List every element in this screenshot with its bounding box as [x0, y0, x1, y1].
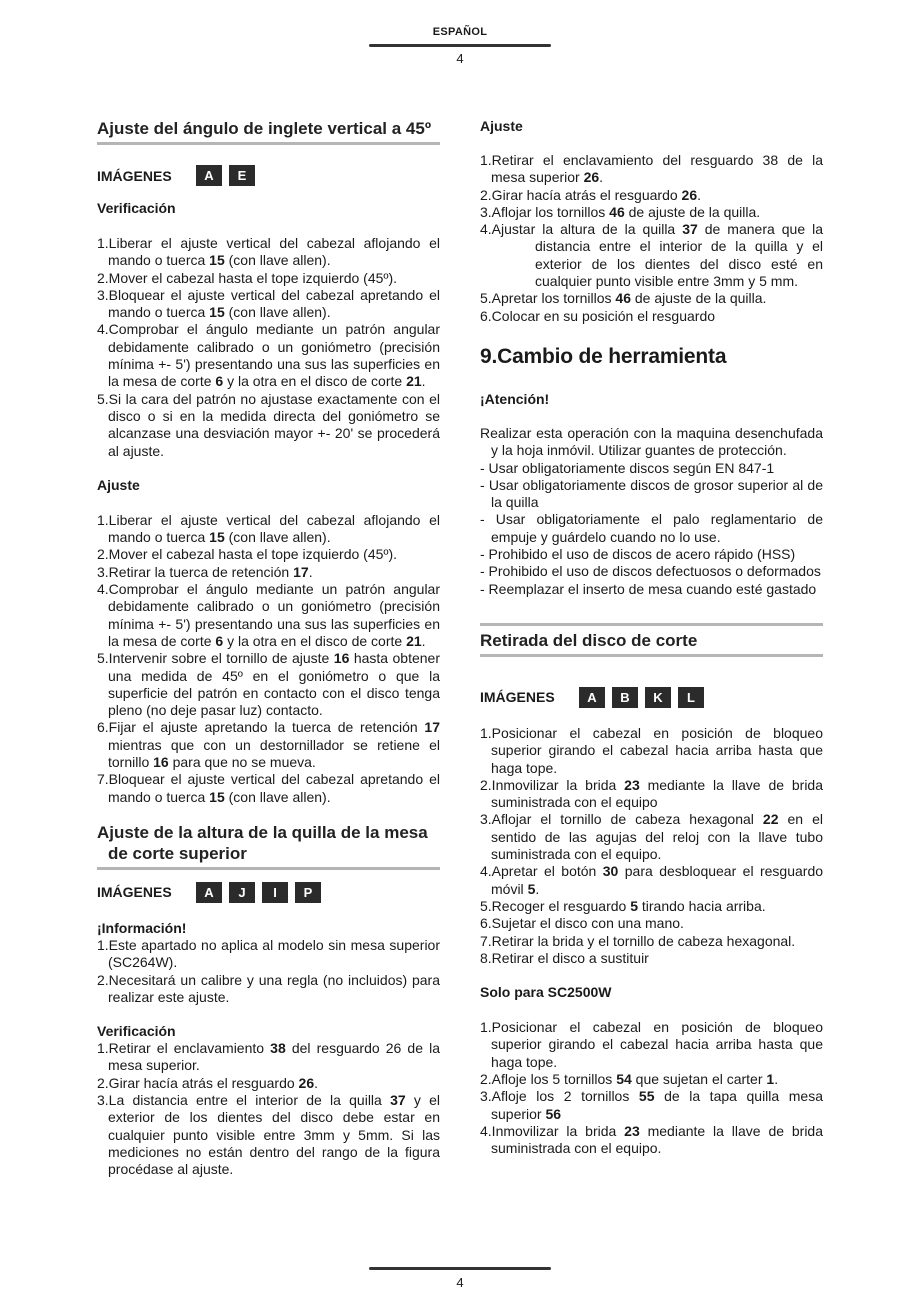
list-item	[480, 204, 823, 221]
list-item	[97, 270, 440, 287]
item-text: .	[774, 1070, 779, 1087]
item-text: 1.Liberar el ajuste vertical del cabezal aflojando el mando o tuerca	[97, 235, 440, 269]
reference-number: 23	[624, 776, 640, 793]
reference-number: 38	[270, 1040, 286, 1057]
item-text: - Usar obligatoriamente discos de grosor superior al de la quilla	[480, 476, 823, 511]
reference-number: 16	[333, 650, 350, 667]
reference-number: 5	[527, 880, 536, 897]
verificacion-list	[97, 1040, 440, 1178]
list-item	[480, 563, 823, 580]
item-text: de la tapa quilla mesa superior	[491, 1088, 824, 1122]
item-text: 5.Apretar los tornillos	[480, 290, 616, 307]
item-text: 2.Necesitará un calibre y una regla (no incluidos) para realizar este ajuste.	[97, 971, 440, 1005]
reference-number: 46	[609, 203, 625, 220]
left-column	[97, 118, 440, 1178]
reference-number: 6	[215, 373, 224, 390]
reference-number: 54	[616, 1070, 632, 1087]
reference-number: 15	[209, 788, 225, 805]
list-item	[480, 1019, 823, 1071]
reference-number: 15	[209, 304, 225, 321]
item-text: 3.Aflojar los tornillos	[480, 203, 610, 220]
item-text: 4.Ajustar la altura de la quilla	[480, 221, 683, 238]
list-item	[97, 564, 440, 581]
item-text: 2.Mover el cabezal hasta el tope izquierdo (45º).	[97, 546, 398, 563]
list-item	[480, 152, 823, 187]
item-text: de ajuste de la quilla.	[624, 203, 761, 220]
item-text: .	[421, 373, 426, 390]
reference-number: 56	[545, 1105, 562, 1122]
list-item	[97, 1075, 440, 1092]
item-text: 4.Comprobar el ángulo mediante un patrón angular debidamente calibrado o un goniómetro (precisión mínima +- 5') presentando una sus las superficies en la mesa de corte	[97, 581, 440, 649]
reference-number: 17	[424, 719, 440, 736]
item-text: - Usar obligatoriamente discos según EN 847-1	[480, 459, 775, 476]
right-column	[480, 118, 823, 1157]
item-text: para desbloquear el resguardo móvil	[491, 863, 824, 897]
list-item	[480, 898, 823, 915]
list-item	[480, 915, 823, 932]
item-text: de manera que la distancia entre el interior de la quilla y el exterior de los dientes del disco esté en cualquier punto visible entre 3mm y 5 mm.	[535, 221, 823, 290]
item-text: mediante la llave de brida suministrada con el equipo.	[491, 1122, 823, 1157]
item-text: 2.Inmovilizar la brida	[480, 776, 625, 793]
list-item	[97, 235, 440, 270]
images-ref-row	[97, 882, 440, 903]
item-text: 7.Retirar la brida y el tornillo de cabeza hexagonal.	[480, 932, 796, 949]
subheading-solo-sc2500w: Solo para SC2500W	[480, 984, 612, 1001]
item-text: 2.Girar hacía atrás el resguardo	[97, 1074, 299, 1091]
image-badge: B	[612, 687, 638, 708]
section-title-riving-knife-height: Ajuste de la altura de la quilla de la mesa de corte superior	[97, 822, 440, 870]
reference-number: 46	[615, 290, 631, 307]
subheading-verificacion: Verificación	[97, 200, 176, 216]
list-item	[480, 477, 823, 512]
footer-rule	[369, 1267, 551, 1270]
item-text: 4.Inmovilizar la brida	[480, 1122, 625, 1139]
list-item	[97, 546, 440, 563]
verificacion-list	[97, 235, 440, 460]
list-item	[480, 1088, 823, 1123]
images-label: IMÁGENES	[480, 689, 555, 706]
section-title-miter-45: Ajuste del ángulo de inglete vertical a 45º	[97, 118, 440, 145]
subheading-verificacion: Verificación	[97, 1023, 176, 1040]
item-text: - Prohibido el uso de discos de acero rápido (HSS)	[480, 546, 796, 563]
image-badge: A	[196, 882, 222, 903]
header-page-number: 4	[456, 51, 464, 66]
item-text: 1.Posicionar el cabezal en posición de bloqueo superior girando el cabezal hacia arriba hasta que haga tope.	[480, 1019, 823, 1070]
image-badge: J	[229, 882, 255, 903]
list-item	[480, 290, 823, 307]
item-text: 1.Retirar el enclavamiento	[97, 1040, 271, 1057]
item-text: 3.Afloje los 2 tornillos	[480, 1088, 639, 1105]
item-text: 5.Recoger el resguardo	[480, 897, 631, 914]
ajuste-list	[97, 512, 440, 806]
list-item	[97, 512, 440, 547]
list-item	[97, 650, 440, 719]
page-header	[0, 26, 920, 66]
item-text: .	[697, 186, 702, 203]
reference-number: 21	[406, 373, 422, 390]
item-text: 3.Bloquear el ajuste vertical del cabezal apretando el mando o tuerca	[97, 286, 440, 321]
item-text: del resguardo 26 de la mesa superior.	[108, 1040, 440, 1074]
item-text: 6.Colocar en su posición el resguardo	[480, 307, 716, 324]
item-text: 2.Girar hacía atrás el resguardo	[480, 186, 682, 203]
reference-number: 15	[209, 529, 225, 546]
item-text: mediante la llave de brida suministrada con el equipo	[491, 776, 823, 811]
list-item	[480, 933, 823, 950]
reference-number: 55	[638, 1088, 655, 1105]
item-text: 3.Retirar la tuerca de retención	[97, 563, 294, 580]
item-text: .	[599, 169, 604, 186]
list-item	[97, 972, 440, 1007]
list-item	[97, 771, 440, 806]
subheading-ajuste: Ajuste	[480, 118, 523, 134]
item-text: - Prohibido el uso de discos defectuosos o deformados	[480, 563, 821, 580]
list-item	[97, 287, 440, 322]
item-text: .	[421, 632, 426, 649]
informacion-list	[97, 937, 440, 1006]
item-text: 2.Mover el cabezal hasta el tope izquierdo (45º).	[97, 269, 398, 286]
image-badge: K	[645, 687, 671, 708]
images-ref-row	[97, 165, 440, 186]
subheading-ajuste: Ajuste	[97, 476, 140, 493]
item-text: (con llave allen).	[224, 304, 331, 321]
list-item	[480, 725, 823, 777]
list-item	[480, 221, 823, 290]
item-text: .	[535, 880, 540, 897]
chapter-title-cambio-herramienta: 9.Cambio de herramienta	[480, 344, 727, 368]
item-text: tirando hacia arriba.	[638, 897, 766, 914]
image-badge: L	[678, 687, 704, 708]
list-item	[480, 581, 823, 598]
language-label: ESPAÑOL	[432, 26, 488, 38]
reference-number: 26	[681, 186, 698, 203]
images-ref-row	[480, 687, 823, 708]
list-item	[97, 937, 440, 972]
item-text: 3.La distancia entre el interior de la quilla	[97, 1091, 391, 1108]
images-label: IMÁGENES	[97, 884, 172, 901]
item-text: 5.Intervenir sobre el tornillo de ajuste	[97, 650, 334, 667]
reference-number: 6	[215, 632, 224, 649]
item-text: 1.Retirar el enclavamiento del resguardo 38 de la mesa superior	[480, 152, 823, 186]
item-text: .	[308, 563, 313, 580]
item-text: en el sentido de las agujas del reloj con la llave tubo suministrada con el equipo.	[491, 811, 823, 863]
item-text: mientras que con un destornillador se retiene el tornillo	[108, 736, 440, 771]
item-text: - Reemplazar el inserto de mesa cuando esté gastado	[480, 580, 817, 597]
item-text: 3.Aflojar el tornillo de cabeza hexagonal	[480, 811, 763, 828]
item-text: y el exterior de los dientes del disco debe estar en cualquier punto visible entre 3mm y 5mm. Si las mediciones no están dentro del rango de la figura procédase al ajuste.	[108, 1091, 440, 1178]
image-badge: A	[196, 165, 222, 186]
item-text: 2.Afloje los 5 tornillos	[480, 1070, 617, 1087]
image-badge: I	[262, 882, 288, 903]
item-text: 1.Posicionar el cabezal en posición de bloqueo superior girando el cabezal hacia arriba hasta que haga tope.	[480, 724, 823, 776]
item-text: 1.Liberar el ajuste vertical del cabezal aflojando el mando o tuerca	[97, 511, 440, 546]
reference-number: 5	[630, 897, 638, 914]
attention-intro: Realizar esta operación con la maquina desenchufada y la hoja inmóvil. Utilizar guantes de protección.	[480, 424, 823, 459]
item-text: 8.Retirar el disco a sustituir	[480, 949, 649, 966]
item-text: 4.Comprobar el ángulo mediante un patrón angular debidamente calibrado o un goniómetro (precisión mínima +- 5') presentando una sus las superficies en la mesa de corte	[97, 321, 440, 390]
item-text: hasta obtener una medida de 45º en el goniómetro o que la superficie del patrón en contacto con el disco tenga pleno (no deje pasar luz) contacto.	[108, 650, 440, 719]
reference-number: 1	[766, 1070, 775, 1087]
subheading-atencion: ¡Atención!	[480, 390, 550, 407]
reference-number: 22	[762, 811, 779, 828]
list-item	[480, 460, 823, 477]
footer-page-number: 4	[456, 1275, 464, 1290]
list-item	[97, 581, 440, 650]
item-text: - Usar obligatoriamente el palo reglamentario de empuje y guárdelo cuando no lo use.	[480, 511, 823, 545]
list-item	[480, 777, 823, 812]
list-item	[480, 546, 823, 563]
list-item	[480, 1071, 823, 1088]
reference-number: 17	[293, 563, 309, 580]
reference-number: 37	[390, 1091, 406, 1108]
item-text: .	[314, 1074, 319, 1091]
solo-sc2500w-list	[480, 1019, 823, 1157]
item-text: 4.Apretar el botón	[480, 863, 603, 880]
item-text: (con llave allen).	[224, 529, 331, 546]
reference-number: 23	[624, 1122, 640, 1139]
item-text: 6.Sujetar el disco con una mano.	[480, 915, 684, 932]
reference-number: 26	[298, 1074, 315, 1091]
list-item	[480, 950, 823, 967]
subheading-informacion: ¡Información!	[97, 919, 187, 936]
reference-number: 26	[583, 169, 600, 186]
list-item	[480, 308, 823, 325]
header-rule	[369, 44, 551, 47]
list-item	[97, 1092, 440, 1178]
ajuste-list	[480, 152, 823, 325]
list-item	[480, 863, 823, 898]
item-text: 6.Fijar el ajuste apretando la tuerca de retención	[97, 719, 425, 736]
item-text: 7.Bloquear el ajuste vertical del cabezal apretando el mando o tuerca	[97, 771, 440, 805]
images-label: IMÁGENES	[97, 167, 172, 184]
reference-number: 15	[209, 252, 225, 269]
item-text: 5.Si la cara del patrón no ajustase exactamente con el disco o si en la medida directa del goniómetro se alcanzase una desviación mayor +- 20' se procederá al ajuste.	[97, 390, 440, 459]
list-item	[97, 391, 440, 460]
item-text: (con llave allen).	[224, 788, 331, 805]
image-badge: P	[295, 882, 321, 903]
list-item	[480, 811, 823, 863]
page-footer	[0, 1267, 920, 1290]
item-text: (con llave allen).	[224, 252, 331, 269]
reference-number: 16	[153, 754, 169, 771]
list-item	[97, 321, 440, 390]
item-text: para que no se mueva.	[168, 754, 316, 771]
item-text: y la otra en el disco de corte	[223, 632, 407, 649]
item-text: que sujetan el carter	[631, 1070, 767, 1087]
item-text: 1.Este apartado no aplica al modelo sin mesa superior (SC264W).	[97, 936, 440, 971]
safety-rules-list	[480, 460, 823, 598]
list-item	[97, 1040, 440, 1075]
image-badge: E	[229, 165, 255, 186]
image-badge: A	[579, 687, 605, 708]
retirada-steps-list	[480, 725, 823, 967]
list-item	[480, 187, 823, 204]
list-item	[480, 511, 823, 546]
section-title-retirada-disco: Retirada del disco de corte	[480, 623, 823, 657]
list-item	[97, 719, 440, 771]
reference-number: 30	[602, 863, 619, 880]
reference-number: 37	[682, 221, 698, 238]
item-text: y la otra en el disco de corte	[223, 373, 407, 390]
reference-number: 21	[406, 632, 422, 649]
list-item	[480, 1123, 823, 1158]
item-text: de ajuste de la quilla.	[630, 290, 767, 307]
